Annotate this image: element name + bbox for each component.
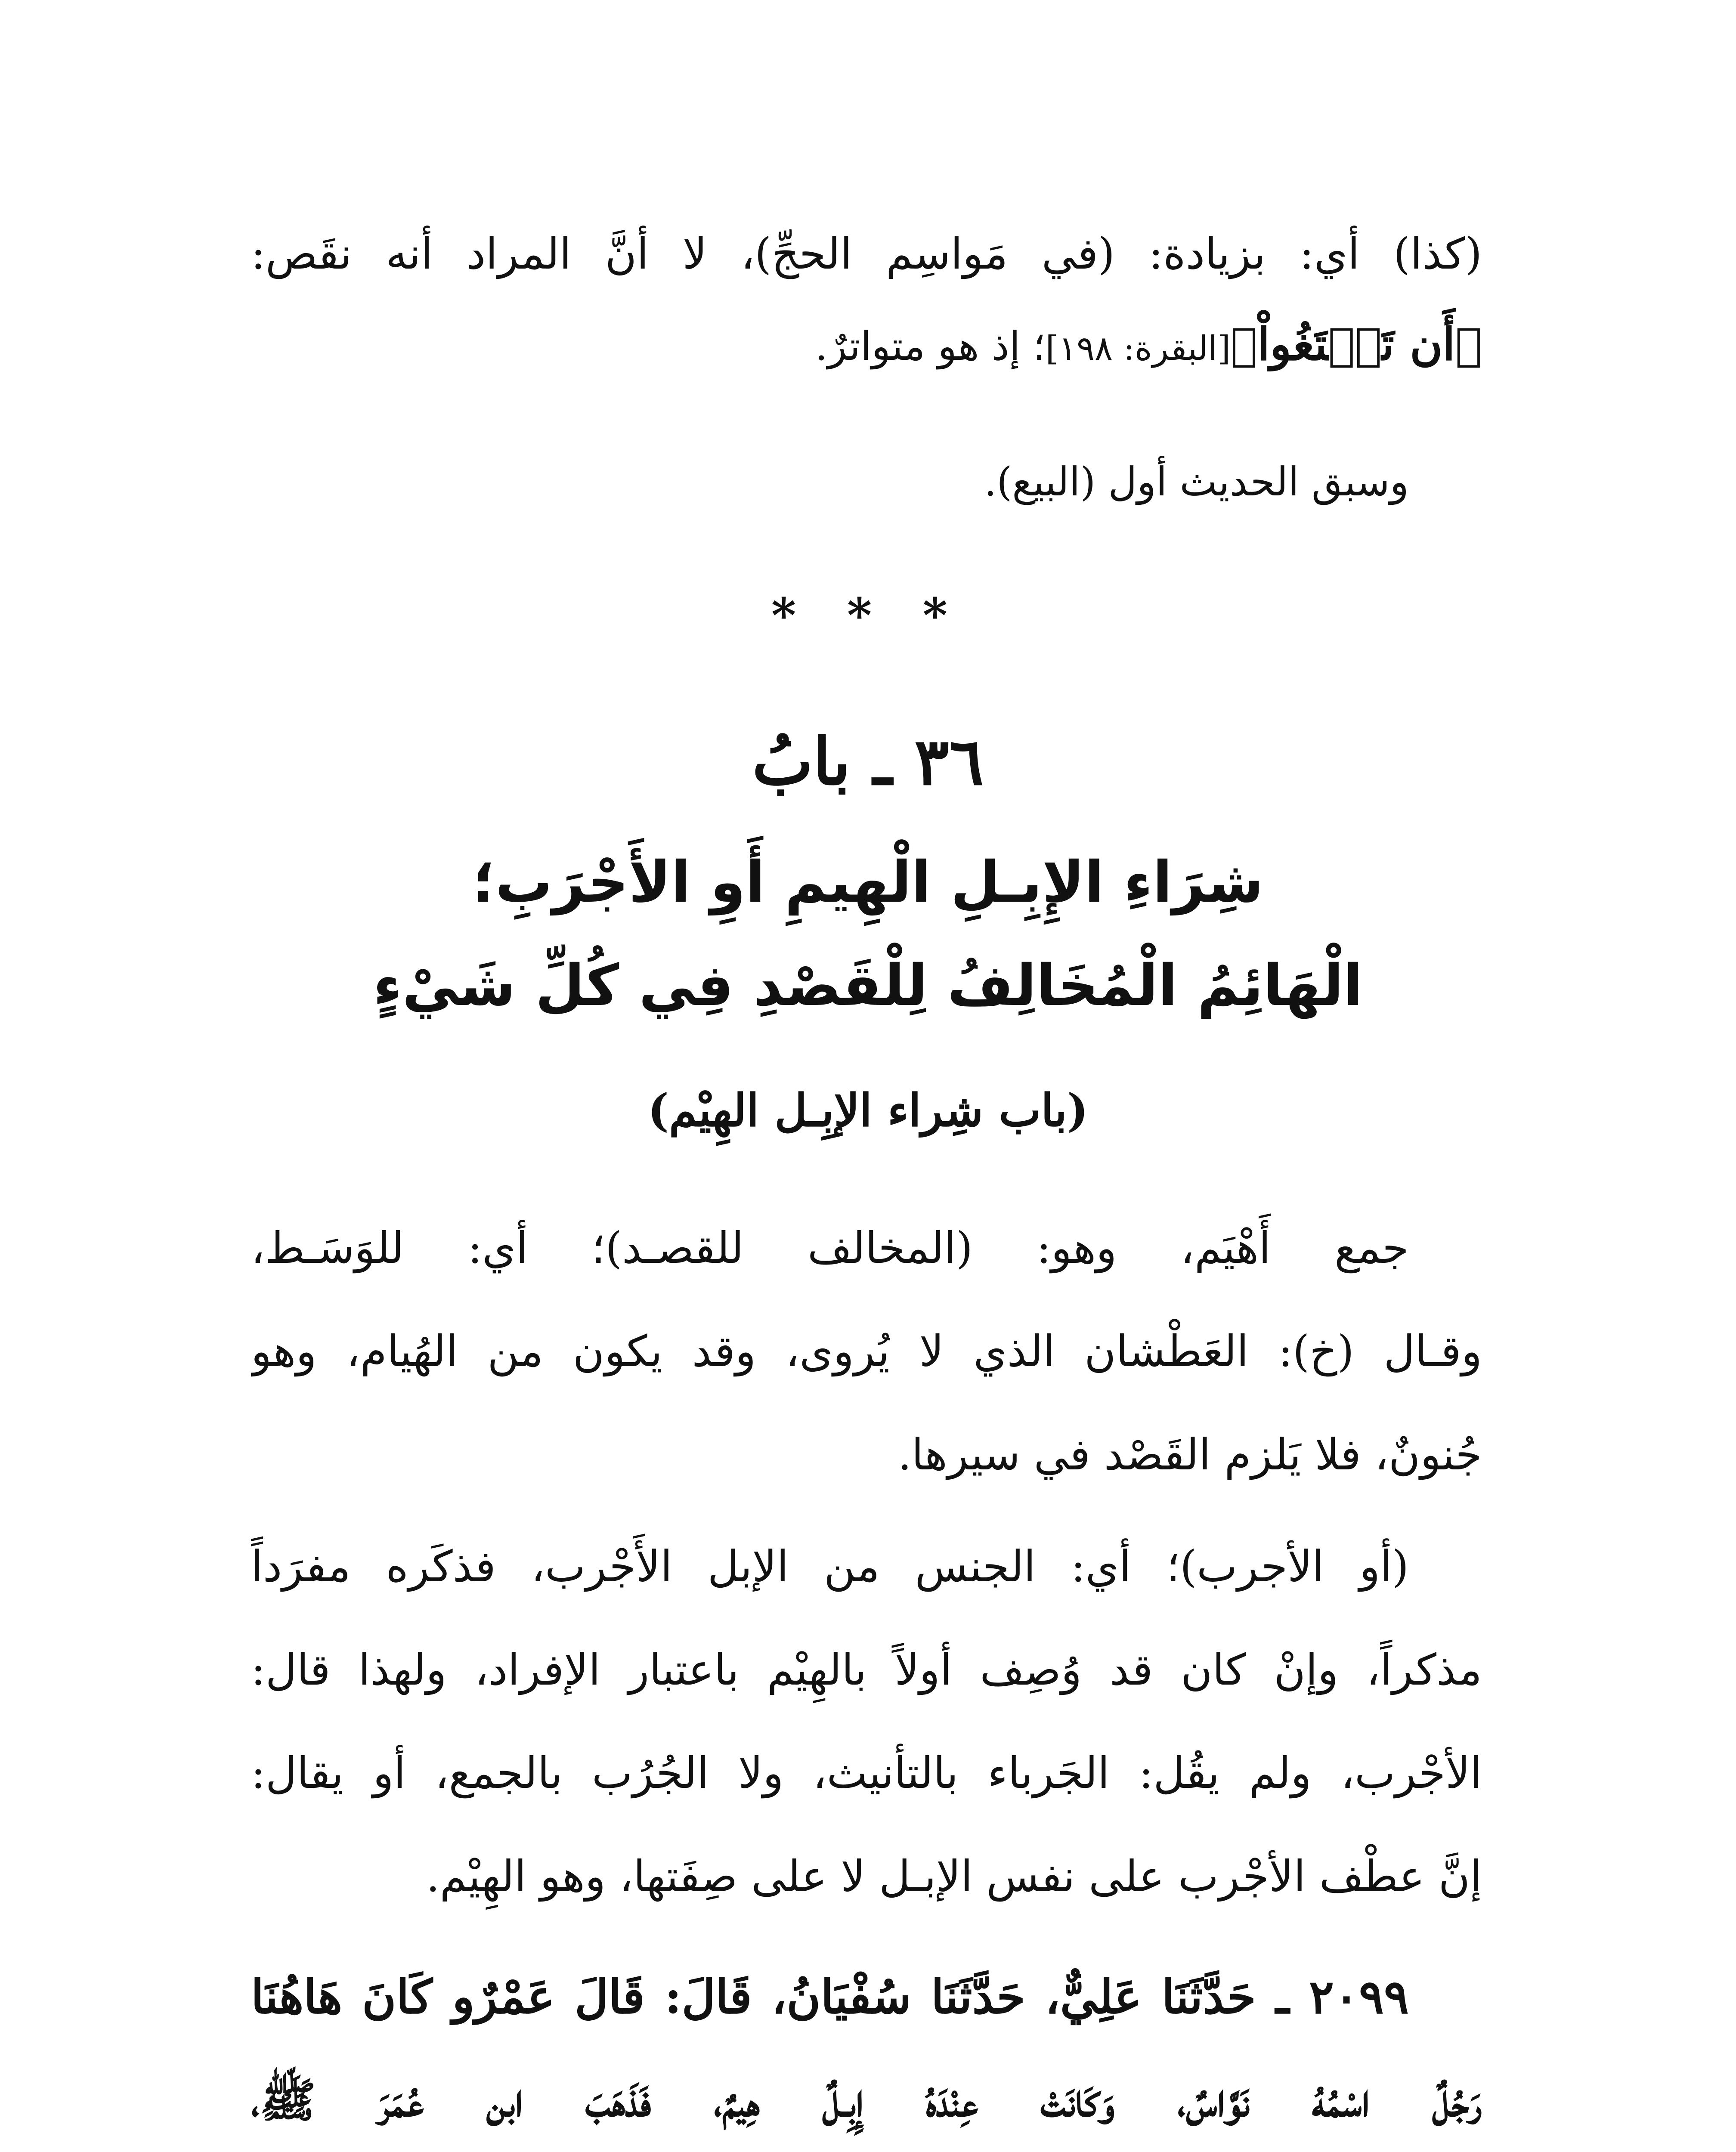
chapter-title-line-2: الْهَائِمُ الْمُخَالِفُ لِلْقَصْدِ فِي كُلِّ شَيْءٍ xyxy=(373,952,1363,1019)
paragraph-1-line-2: وقـال (خ): العَطْشان الذي لا يُروى، وقد يكون من الهُيام، وهو xyxy=(251,1326,1482,1376)
quran-verse: ﴿أَن تَبۡتَغُواْ﴾ xyxy=(1230,318,1482,371)
commentary-subheading: (باب شِراء الإبِـل الهِيْم) xyxy=(647,1084,1089,1137)
chapter-title-line-1: شِرَاءِ الإِبِـلِ الْهِيمِ أَوِ الأَجْرَبِ؛ xyxy=(472,849,1264,915)
commentary-line-2-rest: ؛ إذ هو متواترٌ. xyxy=(815,323,1046,369)
commentary-line-2 xyxy=(251,301,1482,387)
paragraph-2-line-3: الأجْرب، ولم يقُل: الجَرباء بالتأنيث، ولا الجُرُب بالجمع، أو يقال: xyxy=(251,1748,1482,1798)
paragraph-1-line-3: جُنونٌ، فلا يَلزم القَصْد في سيرها. xyxy=(897,1429,1482,1480)
paragraph-2-line-4: إنَّ عطْف الأجْرب على نفس الإبـل لا على صِفَتها، وهو الهِيْم. xyxy=(426,1851,1482,1902)
paragraph-2-line-2: مذكراً، وإنْ كان قد وُصِف أولاً بالهِيْم باعتبار الإفراد، ولهذا قال: xyxy=(251,1645,1482,1695)
commentary-line-3: وسبق الحديث أول (البيع). xyxy=(984,459,1409,505)
quran-reference: [البقرة: ١٩٨] xyxy=(1045,329,1231,368)
paragraph-1-line-1: جمع أَهْيَم، وهو: (المخالف للقصـد)؛ أي: للوَسَـط، xyxy=(251,1223,1409,1273)
paragraph-2-line-1: (أو الأجرب)؛ أي: الجنس من الإبل الأَجْرب، فذكَره مفرَداً xyxy=(251,1541,1409,1592)
section-separator: * * * xyxy=(771,587,965,643)
commentary-line-1: (كذا) أي: بزيادة: (في مَواسِم الحجِّ)، لا أنَّ المراد أنه نقَص: xyxy=(251,229,1482,279)
hadith-line-2: رَجُلٌ اسْمُهُ نَوَّاسٌ، وَكَانَتْ عِنْدَهُ إِبِـلٌ هِيمٌ، فَذَهَبَ ابن عُمَرَ ﷺ، xyxy=(251,2073,1482,2127)
chapter-number: ٣٦ ـ بابُ xyxy=(752,724,984,800)
hadith-line-1: ٢٠٩٩ ـ حَدَّثَنَا عَلِيٌّ، حَدَّثَنَا سُفْيَانُ، قَالَ: قَالَ عَمْرٌو كَانَ هَاهُنَا xyxy=(251,1970,1409,2024)
